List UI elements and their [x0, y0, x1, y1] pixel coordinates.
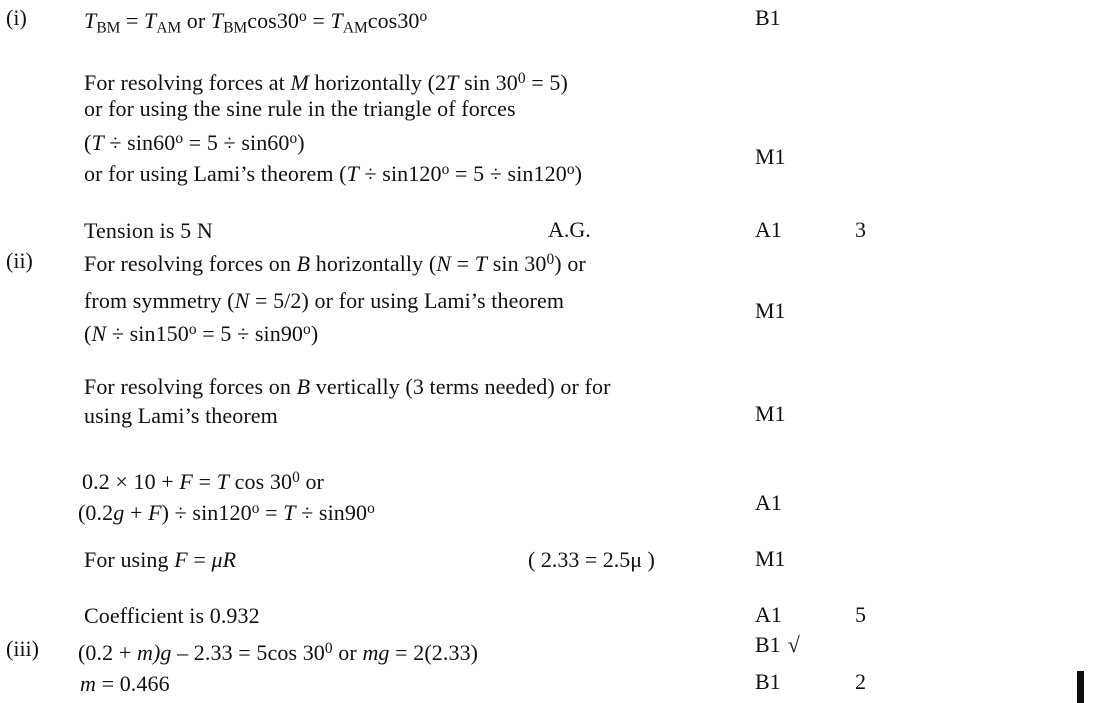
method-sine-rule: or for using the sine rule in the triangle of forces [84, 96, 516, 121]
equals-6: = [259, 500, 284, 526]
paren-close-2: ) [574, 161, 583, 187]
equals-3: = [451, 251, 475, 277]
mark-code-b1-iii: B1 [755, 669, 781, 694]
answer-tension: Tension is 5 N [84, 218, 213, 243]
answer-coefficient: Coefficient is 0.932 [84, 603, 260, 628]
equation-tbm-tam [84, 2, 427, 43]
symbol-T-7: T [346, 161, 359, 187]
symbol-F-1: F [179, 469, 193, 495]
annotation-ag: A.G. [548, 217, 591, 242]
mark-code-m1-ii-c: M1 [755, 546, 786, 571]
degree-sign-11: 0 [292, 469, 300, 486]
expr-open-0p2-plus: (0.2 + [78, 640, 137, 666]
paren-open-2: ( [84, 321, 92, 347]
conjunction-or-1: or [181, 8, 211, 34]
mark-code-m1-ii-a: M1 [755, 298, 786, 323]
equation-mass-1 [78, 634, 478, 668]
degree-sign-2: o [419, 8, 428, 25]
mark-code-m1-i: M1 [755, 144, 786, 169]
part-label-i: (i) [6, 5, 27, 30]
mark-code-a1-i: A1 [755, 217, 782, 242]
sin30-2: sin 30 [487, 251, 547, 277]
symbol-N-1: N [436, 251, 452, 277]
text-for-using: For using [84, 547, 175, 572]
degree-sign-14: 0 [324, 640, 333, 657]
equals-2: = [306, 8, 331, 34]
symbol-N-2: N [234, 288, 250, 313]
method-lami-theorem-ii: using Lami’s theorem [84, 403, 278, 428]
method-resolve-b-vertical [84, 372, 611, 402]
answer-mass [80, 669, 170, 699]
symbol-T-10: T [283, 500, 296, 526]
paren-close-3: ) [310, 321, 319, 347]
equals-5-close: = 5) [525, 70, 568, 96]
degree-sign-8: 0 [546, 251, 555, 268]
expr-eq-0466: = 0.466 [96, 671, 170, 696]
degree-sign-4: o [175, 130, 184, 147]
degree-sign-7: o [566, 161, 575, 178]
symbol-B-1: B [296, 251, 311, 277]
text-resolve-prefix: For resolving forces at [84, 70, 291, 96]
cos30-1: cos30 [247, 8, 300, 34]
method-friction-law [84, 545, 236, 575]
subscript-am-1: AM [156, 19, 182, 37]
text-resolve-b-prefix: For resolving forces on [84, 251, 297, 277]
expr-minus-233: – 2.33 = 5cos 30 [171, 640, 325, 666]
mark-code-a1-ii-b: A1 [755, 602, 782, 627]
equation-friction-2 [78, 494, 375, 528]
paren-close-1: ) [297, 130, 305, 156]
part-label-ii: (ii) [6, 248, 33, 273]
scan-edge-artifact [1077, 671, 1084, 703]
method-resolve-b-horizontal [84, 245, 586, 279]
subscript-am-2: AM [342, 19, 368, 37]
degree-sign-6: o [441, 161, 450, 178]
div-sin150: ÷ sin150 [106, 321, 189, 347]
symbol-T-3: T [210, 8, 224, 34]
symbol-F-2: F [148, 500, 162, 526]
method-symmetry [84, 286, 564, 316]
symbol-T-5: T [446, 70, 459, 96]
equals-4: = [192, 469, 217, 495]
equals-7: = [187, 547, 212, 572]
text-vertically: vertically (3 terms needed) or for [310, 374, 611, 399]
follow-through-tick-icon: √ [787, 632, 800, 657]
text-resolve-b-vert-prefix: For resolving forces on [84, 374, 297, 399]
symbol-T-2: T [144, 8, 157, 34]
total-marks-i: 3 [855, 217, 866, 242]
symbol-N-3: N [91, 321, 107, 347]
degree-sign-1: o [299, 8, 307, 25]
symbol-m-1: m [136, 640, 153, 666]
text-or-3: or [332, 640, 363, 666]
symbol-mg: mg [362, 640, 390, 666]
symbol-g-2: )g [152, 640, 172, 666]
div-sin90-1: ÷ sin90 [295, 500, 368, 526]
text-horizontally-2: horizontally ( [310, 251, 437, 277]
text-symmetry-prefix: from symmetry ( [84, 288, 235, 313]
method-lami-theorem-i [84, 155, 582, 189]
symbol-T-1: T [84, 8, 97, 34]
eq-5-div-sin90-1: = 5 ÷ sin90 [196, 321, 304, 347]
mark-code-b1-i: B1 [755, 5, 781, 30]
text-horizontally: horizontally (2 [308, 70, 447, 96]
mark-code-a1-ii: A1 [755, 490, 782, 515]
symbol-T-6: T [91, 130, 104, 156]
part-label-iii: (iii) [6, 636, 39, 661]
expr-open-0p2: (0.2 [78, 500, 114, 526]
mark-code-b1-label: B1 [755, 632, 781, 657]
equation-sine-rule-detail [84, 124, 305, 158]
cos30-2: cos30 [367, 8, 420, 34]
symbol-F-3: F [174, 547, 188, 572]
symbol-g-1: g [113, 500, 125, 526]
symbol-mu-r: μR [211, 547, 237, 572]
div-sin120-2: ) ÷ sin120 [161, 500, 252, 526]
degree-sign-5: o [289, 130, 298, 147]
equals-1: = [120, 8, 145, 34]
symbol-T-4: T [330, 8, 343, 34]
symbol-T-8: T [474, 251, 488, 277]
subscript-bm-2: BM [223, 19, 248, 37]
text-or-1: ) or [554, 251, 586, 277]
mark-code-b1-iii-follow-through [755, 631, 800, 659]
symbol-B-2: B [296, 374, 311, 399]
text-or-2: or [299, 469, 324, 495]
symbol-M: M [290, 70, 309, 96]
equation-lami-n [84, 315, 318, 349]
degree-sign-10: o [303, 321, 311, 338]
paren-open-1: ( [84, 130, 92, 156]
div-sin60-1: ÷ sin60 [103, 130, 176, 156]
div-sin120-1: ÷ sin120 [358, 161, 442, 187]
mark-code-m1-ii-b: M1 [755, 401, 786, 426]
degree-sign-9: o [188, 321, 197, 338]
sin30-1: sin 30 [458, 70, 518, 96]
annotation-mu-value: ( 2.33 = 2.5μ ) [528, 547, 655, 572]
expr-eq-2-233: = 2(2.33) [389, 640, 479, 666]
eq-5-div-sin60: = 5 ÷ sin60 [183, 130, 290, 156]
degree-sign-13: o [367, 500, 375, 517]
method-resolve-at-m [84, 64, 568, 98]
degree-sign-3: 0 [517, 70, 526, 87]
symbol-m-2: m [80, 671, 96, 696]
degree-sign-12: o [251, 500, 260, 517]
equation-friction-1 [82, 463, 324, 497]
symbol-T-9: T [216, 469, 230, 495]
plus-1: + [124, 500, 149, 526]
total-marks-iii: 2 [855, 669, 866, 694]
total-marks-ii: 5 [855, 602, 866, 627]
subscript-bm-1: BM [96, 19, 121, 37]
cos30-3: cos 30 [229, 469, 293, 495]
expr-0p2x10: 0.2 × 10 + [82, 469, 180, 495]
text-symmetry-rest: = 5/2) or for using Lami’s theorem [249, 288, 565, 313]
text-lami-prefix: or for using Lami’s theorem ( [84, 161, 347, 187]
eq-5-div-sin120: = 5 ÷ sin120 [449, 161, 567, 187]
